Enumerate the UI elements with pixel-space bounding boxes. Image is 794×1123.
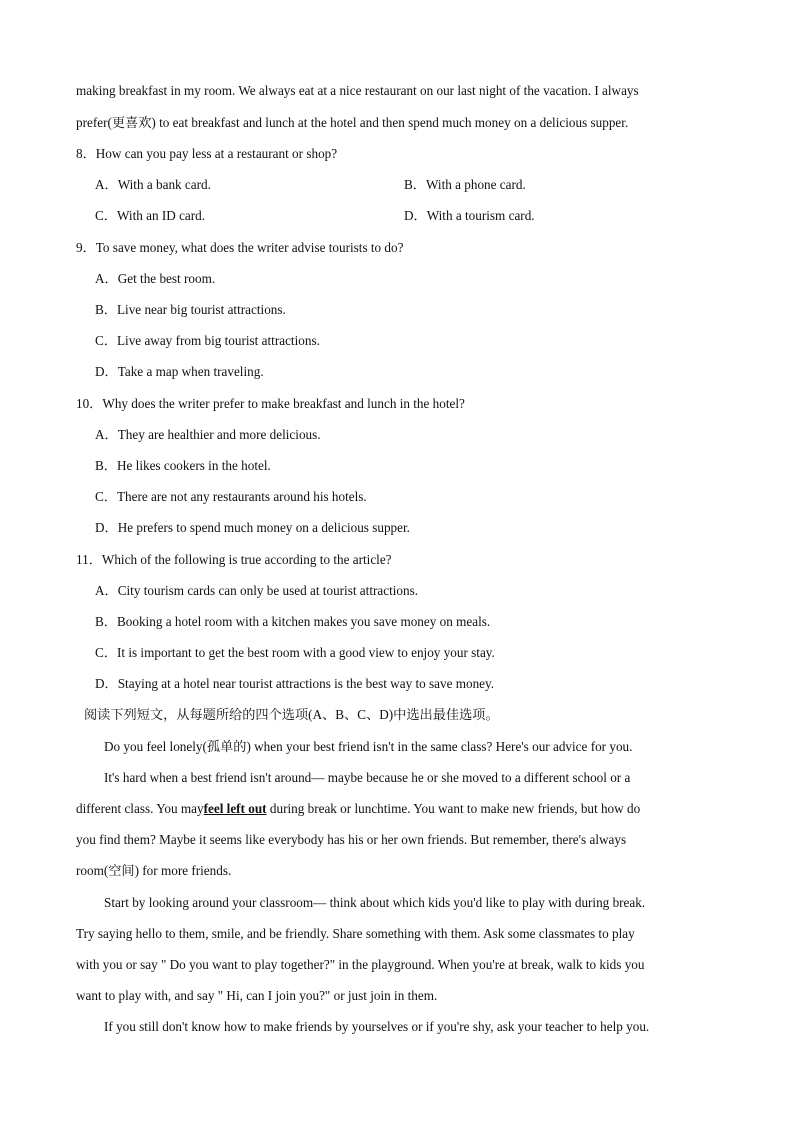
passage-line: If you still don't know how to make friends by yourselves or if you're shy, ask your teacher to help you. <box>104 1019 650 1034</box>
question-11-option-b: B．Booking a hotel room with a kitchen makes you save money on meals. <box>95 614 491 629</box>
passage-line: want to play with, and say " Hi, can I join you?" or just join in them. <box>76 988 438 1003</box>
question-11-option-d: D．Staying at a hotel near tourist attractions is the best way to save money. <box>95 676 495 691</box>
passage-line: making breakfast in my room. We always eat at a nice restaurant on our last night of the vacation. I always <box>76 83 639 98</box>
question-11-option-c: C．It is important to get the best room with a good view to enjoy your stay. <box>95 645 495 660</box>
passage-line: Do you feel lonely(孤单的) when your best friend isn't in the same class? Here's our advice for you. <box>104 739 633 754</box>
question-10-stem: 10．Why does the writer prefer to make breakfast and lunch in the hotel? <box>76 396 465 411</box>
passage-line: room(空间) for more friends. <box>76 863 232 878</box>
passage-line: prefer(更喜欢) to eat breakfast and lunch at the hotel and then spend much money on a delicious supper. <box>76 115 629 130</box>
question-9-stem: 9．To save money, what does the writer advise tourists to do? <box>76 240 404 255</box>
question-10-option-d: D．He prefers to spend much money on a delicious supper. <box>95 520 410 535</box>
question-9-option-a: A．Get the best room. <box>95 271 216 286</box>
section-instruction: 阅读下列短文，从每题所给的四个选项(A、B、C、D)中选出最佳选项。 <box>84 707 499 722</box>
question-8-option-a: A．With a bank card. <box>95 177 211 192</box>
underlined-phrase: feel left out <box>203 801 267 816</box>
passage-line <box>76 801 640 817</box>
passage-text: different class. You may <box>76 801 204 816</box>
question-8-stem: 8．How can you pay less at a restaurant or shop? <box>76 146 338 161</box>
question-8-option-c: C．With an ID card. <box>95 208 206 223</box>
question-8-option-b: B．With a phone card. <box>404 177 526 192</box>
passage-line: It's hard when a best friend isn't around— maybe because he or she moved to a different school or a <box>104 770 631 785</box>
passage-line: Start by looking around your classroom— think about which kids you'd like to play with during break. <box>104 895 646 910</box>
question-9-option-c: C．Live away from big tourist attractions. <box>95 333 320 348</box>
question-10-option-c: C．There are not any restaurants around his hotels. <box>95 489 367 504</box>
passage-line: Try saying hello to them, smile, and be friendly. Share something with them. Ask some classmates to play <box>76 926 635 941</box>
question-9-option-b: B．Live near big tourist attractions. <box>95 302 286 317</box>
question-8-option-d: D．With a tourism card. <box>404 208 535 223</box>
question-11-stem: 11．Which of the following is true according to the article? <box>76 552 392 567</box>
question-11-option-a: A．City tourism cards can only be used at tourist attractions. <box>95 583 419 598</box>
question-10-option-a: A．They are healthier and more delicious. <box>95 427 321 442</box>
question-10-option-b: B．He likes cookers in the hotel. <box>95 458 271 473</box>
passage-line: you find them? Maybe it seems like everybody has his or her own friends. But remember, there's always <box>76 832 627 847</box>
passage-text: during break or lunchtime. You want to make new friends, but how do <box>266 801 641 816</box>
question-9-option-d: D．Take a map when traveling. <box>95 364 264 379</box>
passage-line: with you or say " Do you want to play together?" in the playground. When you're at break, walk to kids you <box>76 957 645 972</box>
